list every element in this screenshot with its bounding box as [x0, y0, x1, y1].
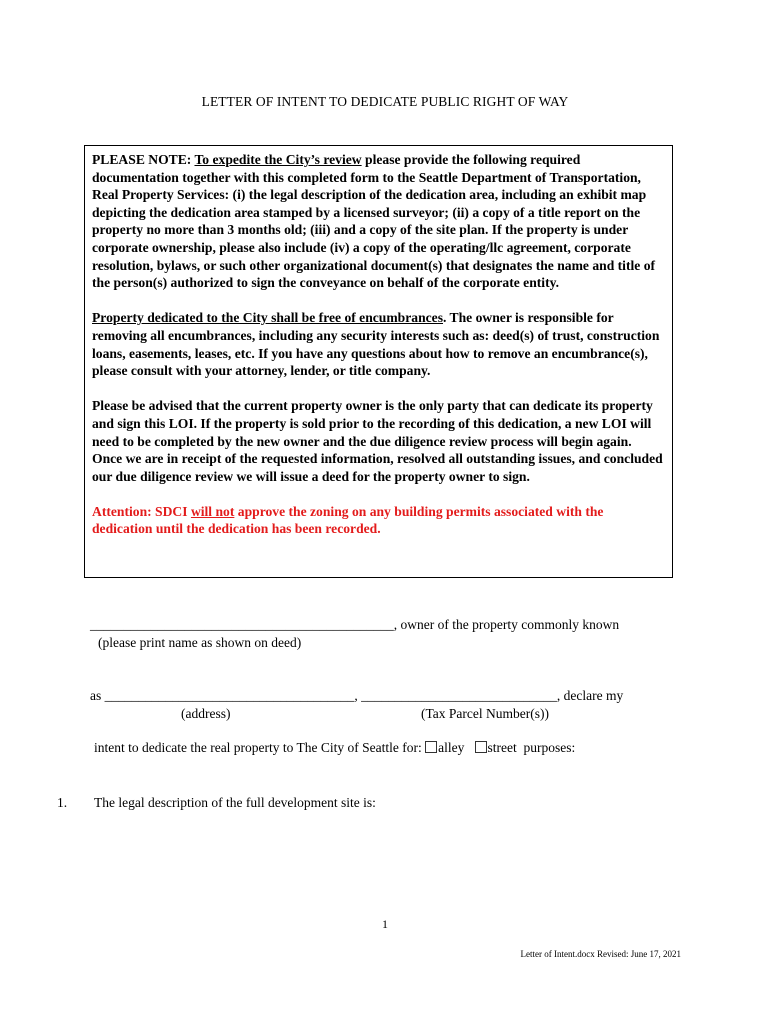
- notice-paragraph-requirements: [92, 151, 665, 292]
- attention-text: approve the zoning on any building permits associated with the dedication until the dedication has been recorded.: [92, 503, 604, 537]
- document-title: LETTER OF INTENT TO DEDICATE PUBLIC RIGHT OF WAY: [201, 94, 569, 109]
- owner-name-caption: (please print name as shown on deed): [98, 635, 302, 650]
- encumbrances-text: . The owner is responsible for removing all encumbrances, including any security interests such as: deed(s) of trust, construction loans, easements, leases, etc. If you have any questions about how to remove an encumbrance(s), please consult with your attorney, lender, or title company.: [92, 310, 660, 379]
- tax-parcel-caption: (Tax Parcel Number(s)): [421, 706, 549, 721]
- item-1-text: The legal description of the full development site is:: [94, 795, 376, 810]
- street-label: street: [487, 740, 517, 755]
- owner-advisory-text: Please be advised that the current property owner is the only party that can dedicate its property and sign this LOI. If the property is sold prior to the recording of this dedication, a new LOI will need to be completed by the new owner and the due diligence review process will begin again. Once we are in receipt of the requested information, resolved all outstanding issues, and concluded our due diligence review we will issue a deed for the property owner to sign.: [92, 398, 663, 484]
- notice-box: [84, 145, 673, 578]
- will-not-text: will not: [190, 503, 235, 519]
- page-number: 1: [382, 917, 388, 931]
- footer-revision: Letter of Intent.docx Revised: June 17, 2021: [520, 949, 681, 959]
- purposes-text: purposes:: [516, 740, 576, 755]
- street-checkbox[interactable]: [475, 741, 487, 753]
- alley-checkbox[interactable]: [425, 741, 437, 753]
- item-1-number: 1.: [57, 795, 68, 810]
- intent-row: [94, 740, 575, 756]
- alley-label: alley: [438, 740, 465, 755]
- address-caption: (address): [181, 706, 231, 721]
- expedite-review-text: To expedite the City’s review: [194, 152, 362, 167]
- notice-paragraph-owner: [92, 397, 665, 485]
- address-parcel-line[interactable]: as _____________________________________, _____________________________, declare my: [90, 688, 624, 703]
- owner-name-line[interactable]: _____________________________________________, owner of the property commonly known: [90, 617, 620, 632]
- encumbrances-heading: Property dedicated to the City shall be free of encumbrances: [92, 310, 443, 326]
- intent-text: intent to dedicate the real property to The City of Seattle for:: [94, 740, 426, 755]
- notice-paragraph-encumbrances: [92, 309, 665, 379]
- notice-paragraph-attention: [92, 503, 665, 538]
- requirements-text: please provide the following required documentation together with this completed form to the Seattle Department of Transportation, Real Property Services: (i) the legal description of the dedication area, including an exhibit map depicting the dedication area stamped by a licensed surveyor; (ii) a copy of a title report on the property no more than 3 months old; (iii) and a copy of the site plan. If the property is under corporate ownership, please also include (iv) a copy of the operating/llc agreement, corporate resolution, bylaws, or such other organizational document(s) that designates the name and title of the person(s) authorized to sign the conveyance on behalf of the corporate entity.: [92, 152, 656, 291]
- please-note-label: PLEASE NOTE:: [92, 152, 195, 167]
- attention-label: Attention: SDCI: [92, 503, 191, 519]
